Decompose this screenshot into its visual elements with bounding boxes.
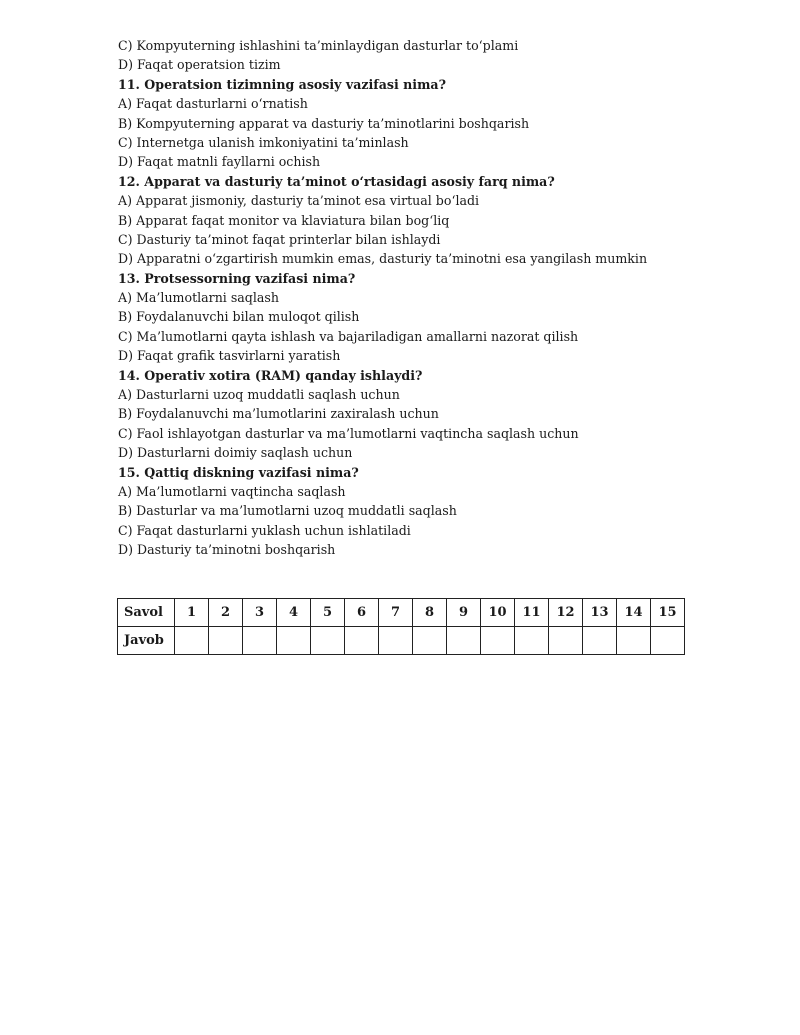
answer-table xyxy=(117,598,685,655)
question-title: 15. Qattiq diskning vazifasi nima? xyxy=(118,464,359,480)
question-number-cell: 6 xyxy=(345,599,379,627)
answer-option: B) Kompyuterning apparat va dasturiy ta’minotlarini boshqarish xyxy=(118,115,530,131)
answer-cell[interactable] xyxy=(277,627,311,655)
question-number-cell: 1 xyxy=(175,599,209,627)
answer-row xyxy=(118,627,685,655)
question-title: 13. Protsessorning vazifasi nima? xyxy=(118,270,356,286)
answer-cell[interactable] xyxy=(583,627,617,655)
javob-label: Javob xyxy=(118,627,175,655)
question-number-cell: 10 xyxy=(481,599,515,627)
question-list xyxy=(118,36,718,560)
answer-option: A) Apparat jismoniy, dasturiy ta’minot esa virtual bo‘ladi xyxy=(118,193,480,209)
answer-option: D) Apparatni o‘zgartirish mumkin emas, dasturiy ta’minotni esa yangilash mumkin xyxy=(118,251,648,267)
question-number-cell: 5 xyxy=(311,599,345,627)
answer-cell[interactable] xyxy=(379,627,413,655)
answer-option: D) Faqat matnli fayllarni ochish xyxy=(118,154,321,170)
answer-cell[interactable] xyxy=(515,627,549,655)
answer-cell[interactable] xyxy=(447,627,481,655)
question-number-cell: 9 xyxy=(447,599,481,627)
answer-cell[interactable] xyxy=(617,627,651,655)
answer-option: C) Internetga ulanish imkoniyatini ta’minlash xyxy=(118,134,409,150)
question-number-cell: 15 xyxy=(651,599,685,627)
answer-option: A) Ma’lumotlarni saqlash xyxy=(118,290,279,306)
answer-cell[interactable] xyxy=(651,627,685,655)
answer-option: B) Apparat faqat monitor va klaviatura bilan bog‘liq xyxy=(118,212,450,228)
question-number-cell: 4 xyxy=(277,599,311,627)
question-number-row xyxy=(118,599,685,627)
answer-cell[interactable] xyxy=(243,627,277,655)
savol-label: Savol xyxy=(118,599,175,627)
question-number-cell: 11 xyxy=(515,599,549,627)
answer-cell[interactable] xyxy=(209,627,243,655)
answer-cell[interactable] xyxy=(413,627,447,655)
question-title: 11. Operatsion tizimning asosiy vazifasi nima? xyxy=(118,76,446,92)
answer-option: B) Foydalanuvchi bilan muloqot qilish xyxy=(118,309,360,325)
answer-cell[interactable] xyxy=(345,627,379,655)
answer-cell[interactable] xyxy=(175,627,209,655)
question-title: 12. Apparat va dasturiy ta’minot o‘rtasidagi asosiy farq nima? xyxy=(118,173,555,189)
question-number-cell: 13 xyxy=(583,599,617,627)
answer-option: A) Dasturlarni uzoq muddatli saqlash uchun xyxy=(118,387,400,403)
answer-option: D) Faqat grafik tasvirlarni yaratish xyxy=(118,348,341,364)
answer-option: C) Faol ishlayotgan dasturlar va ma’lumotlarni vaqtincha saqlash uchun xyxy=(118,425,579,441)
answer-option: C) Kompyuterning ishlashini ta’minlaydigan dasturlar to‘plami xyxy=(118,38,519,53)
question-number-cell: 2 xyxy=(209,599,243,627)
answer-option: D) Faqat operatsion tizim xyxy=(118,57,281,73)
question-title: 14. Operativ xotira (RAM) qanday ishlaydi? xyxy=(118,367,423,383)
answer-option: C) Faqat dasturlarni yuklash uchun ishlatiladi xyxy=(118,522,411,538)
answer-option: B) Dasturlar va ma’lumotlarni uzoq muddatli saqlash xyxy=(118,503,457,519)
answer-option: C) Dasturiy ta’minot faqat printerlar bilan ishlaydi xyxy=(118,231,441,247)
question-number-cell: 8 xyxy=(413,599,447,627)
question-number-cell: 3 xyxy=(243,599,277,627)
answer-cell[interactable] xyxy=(311,627,345,655)
answer-cell[interactable] xyxy=(481,627,515,655)
answer-option: D) Dasturlarni doimiy saqlash uchun xyxy=(118,445,353,461)
answer-option: A) Ma’lumotlarni vaqtincha saqlash xyxy=(118,483,346,499)
question-number-cell: 14 xyxy=(617,599,651,627)
answer-option: C) Ma’lumotlarni qayta ishlash va bajariladigan amallarni nazorat qilish xyxy=(118,328,579,344)
answer-cell[interactable] xyxy=(549,627,583,655)
answer-option: A) Faqat dasturlarni o‘rnatish xyxy=(118,96,308,112)
answer-option: D) Dasturiy ta’minotni boshqarish xyxy=(118,542,336,558)
question-number-cell: 7 xyxy=(379,599,413,627)
answer-option: B) Foydalanuvchi ma’lumotlarini zaxiralash uchun xyxy=(118,406,439,422)
question-number-cell: 12 xyxy=(549,599,583,627)
